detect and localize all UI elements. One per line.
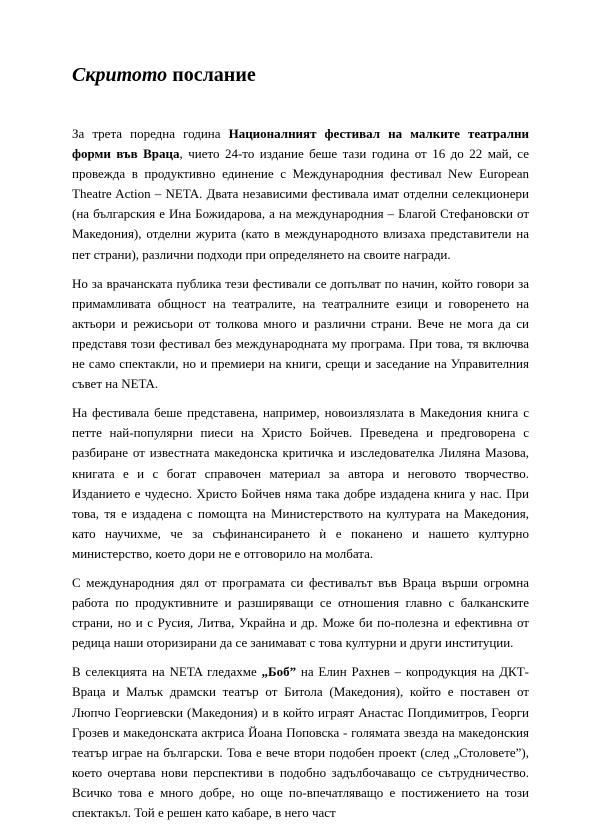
article-title-italic: Скритото (72, 64, 168, 86)
play-title-bold: „Боб” (261, 664, 297, 680)
paragraph-3: На фестивала беше представена, например, новоизлязлата в Македония книга с петте най-популярни пиеси на Христо Бойчев. Преведена и предговорена с разбиране от известната македонска критичка и изследователка Лиляна Мазова, книгата е и с богат справочен материал за автора и неговото творчество. Изданието е чудесно. Христо Бойчев няма така добре издадена книга у нас. При това, тя е издадена с помощта на Министерството на културата на Македония, като научихме, че за съфинансирането ѝ е поканено и нашето културно министерство, което дори не е отговорило на молбата. (72, 405, 529, 561)
paragraph-1 (72, 124, 529, 265)
paragraph-5-text-start: В селекцията на NETA гледахме (72, 664, 262, 680)
festival-name-bold: Националният фестивал на малките театрални форми във Враца (72, 126, 529, 162)
paragraph-4: С международния дял от програмата си фестивалът във Враца върши огромна работа по продуктивните и разширяващи се отношения главно с балканските страни, но и с Русия, Литва, Украйна и др. Може би по-полезна и ефективна от редица наши оторизирани да се занимават с това културни и други институции. (72, 574, 529, 651)
article-title (72, 64, 256, 87)
article-title-rest: послание (167, 64, 256, 86)
paragraph-1-text-start: За трета поредна година (72, 126, 229, 141)
paragraph-5 (72, 662, 529, 823)
paragraph-5-text-end: на Елин Рахнев – копродукция на ДКТ-Враца и Малък драмски театър от Битола (Македония), който е поставен от Люпчо Георгиевски (Македония) и в който играят Анастас Попдимитров, Георги Грозев и македонската актриса Йоана Поповска - голямата звезда на македонския театър играе на български. Това е вече втори подобен проект (след „Столовете”), което очертава нови перспективи в подобно задълбочаващо се сътрудничество. Всичко това е много добре, но още по-впечатляващо е постижението на този спектакъл. Той е решен като кабаре, в него част (72, 664, 529, 820)
article-body (72, 124, 529, 832)
paragraph-2: Но за врачанската публика тези фестивали се допълват по начин, който говори за примамливата общност на театралите, на театралните езици и говоренето на актьори и режисьори от толкова много и различни страни. Вече не мога да си представя този фестивал без международната му програма. При това, тя включва не само спектакли, но и премиери на книги, срещи и заседание на Управителния съвет на NETA. (72, 275, 529, 392)
paragraph-1-text-end: , чието 24-то издание беше тази година от 16 до 22 май, се провежда в продуктивно единение с Международния фестивал New European Theatre Action – NETA. Двата независими фестивала имат отделни селекционери (на българския е Ина Божидарова, а на международния – Благой Стефановски от Македония), отделни журита (като в международното влизаха представители на пет страни), различни подходи при определянето на своите награди. (72, 146, 530, 262)
